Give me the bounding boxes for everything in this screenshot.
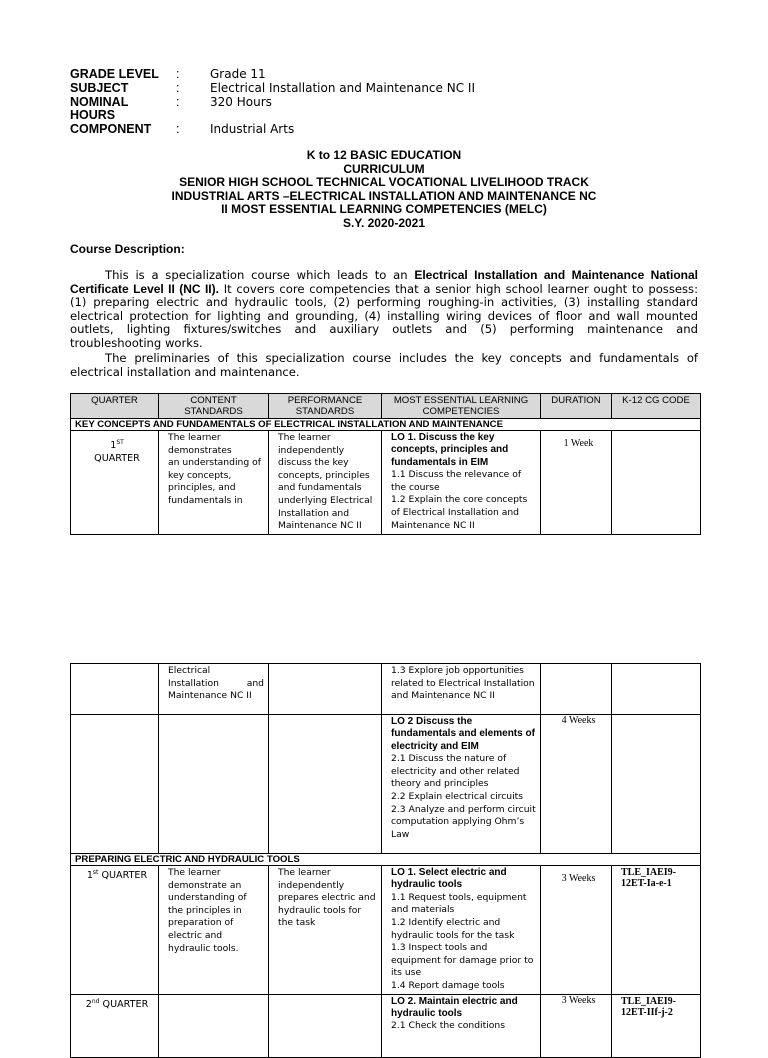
header-quarter: QUARTER	[71, 394, 159, 419]
competency-item: 2.2 Explain electrical circuits	[391, 791, 524, 802]
quarter-word: QUARTER	[101, 870, 148, 882]
title-line: SENIOR HIGH SCHOOL TECHNICAL VOCATIONAL LIVELIHOOD TRACK	[179, 175, 589, 190]
title-line: S.Y. 2020-2021	[342, 215, 426, 230]
duration-cell	[541, 664, 612, 715]
duration-cell: 3 Weeks	[541, 994, 612, 1057]
meta-colon: :	[176, 67, 180, 81]
table-row	[71, 866, 701, 995]
learning-outcome: LO 2 Discuss the fundamentals and elements of electricity and EIM	[391, 716, 535, 752]
competency-cell	[382, 431, 541, 535]
performance-standard-text: The learner independently	[278, 432, 345, 456]
title-line: II MOST ESSENTIAL LEARNING COMPETENCIES (MELC)	[221, 202, 547, 217]
competency-item: 2.3 Analyze and perform circuit computation applying Ohm’s Law	[391, 803, 536, 840]
header-content-standards: CONTENT STANDARDS	[159, 394, 269, 419]
table-row	[71, 994, 701, 1057]
section-heading: KEY CONCEPTS AND FUNDAMENTALS OF ELECTRICAL INSTALLATION AND MAINTENANCE	[71, 419, 701, 431]
learning-outcome: LO 1. Discuss the key concepts, principles and fundamentals in EIM	[391, 432, 509, 468]
section-heading: PREPARING ELECTRIC AND HYDRAULIC TOOLS	[71, 854, 701, 866]
meta-key: NOMINAL HOURS	[70, 94, 129, 123]
competency-item: 1.4 Report damage tools	[391, 979, 505, 991]
content-standard-cell	[159, 994, 269, 1057]
quarter-cell	[71, 994, 159, 1057]
competency-cell	[382, 715, 541, 854]
competency-table-part1	[70, 393, 701, 535]
learning-outcome: LO 2. Maintain electric and hydraulic tools	[391, 995, 518, 1019]
document-title	[150, 149, 618, 231]
cg-code-cell	[612, 715, 701, 854]
meta-row-nominal-hours	[70, 96, 475, 124]
para-text: It covers core competencies that a senior high school learner ought to possess: (1) preparing electric and hydraulic tools, (2) performing roughing-in activities, (3) installing standard electrical protection for lighting and grounding, (4) installing wiring devices of floor and wall mounted outlets, lighting fixtures/switches and auxiliary outlets and (5) performing maintenance and troubleshooting works.	[70, 281, 698, 350]
quarter-word: QUARTER	[102, 998, 149, 1010]
content-standard-text: an understanding of key concepts, principles, and fundamentals in	[168, 457, 261, 506]
performance-standard-cell	[269, 994, 382, 1057]
cg-code-cell: TLE_IAEI9-12ET-IIf-j-2	[612, 994, 701, 1057]
quarter-suffix: st	[92, 869, 99, 876]
quarter-suffix: nd	[91, 997, 100, 1005]
meta-value: Electrical Installation and Maintenance NC II	[210, 80, 475, 95]
header-performance-standards: PERFORMANCE STANDARDS	[269, 394, 382, 419]
meta-value: Grade 11	[210, 67, 266, 81]
cg-code-cell: TLE_IAEI9-12ET-Ia-e-1	[612, 866, 701, 995]
cg-code-cell	[612, 664, 701, 715]
content-standard-cell: Electrical Installation and Maintenance NC II	[159, 664, 269, 715]
section-row	[71, 419, 701, 431]
content-standard-cell	[159, 715, 269, 854]
performance-standard-cell	[269, 431, 382, 535]
preliminaries-paragraph: The preliminaries of this specialization course includes the key concepts and fundamentals of electrical installation and maintenance.	[70, 351, 698, 379]
competency-item: 1.3 Inspect tools and equipment for damage prior to its use	[391, 942, 534, 979]
header-competencies: MOST ESSENTIAL LEARNING COMPETENCIES	[382, 394, 541, 419]
para-text: This is a specialization course which leads to an	[105, 268, 415, 282]
meta-value: 320 Hours	[210, 94, 272, 109]
section-row	[71, 854, 701, 866]
competency-cell	[382, 664, 541, 715]
quarter-number: 1	[86, 870, 93, 882]
competency-item: 1.1 Request tools, equipment and materials	[391, 891, 527, 916]
duration-cell: 3 Weeks	[541, 866, 612, 995]
course-description-paragraph	[70, 269, 698, 351]
competency-cell	[382, 866, 541, 995]
table-row	[71, 715, 701, 854]
header-duration: DURATION	[541, 394, 612, 419]
quarter-number: 2	[85, 998, 92, 1010]
competency-item: 1.2 Identify electric and hydraulic tools for the task	[391, 917, 515, 941]
course-description-heading: Course Description:	[70, 242, 185, 256]
duration-cell: 4 Weeks	[541, 715, 612, 854]
meta-row-component	[70, 123, 475, 137]
table-row	[71, 431, 701, 535]
quarter-cell	[71, 715, 159, 854]
quarter-number: 1	[110, 440, 117, 452]
quarter-suffix: ST	[116, 439, 124, 446]
competency-item: 2.1 Discuss the nature of electricity and other related theory and principles	[391, 753, 520, 790]
competency-item: 1.3 Explore job opportunities related to Electrical Installation and Maintenance NC II	[391, 665, 535, 702]
meta-key: GRADE LEVEL	[70, 67, 159, 81]
title-line: CURRICULUM	[343, 161, 425, 176]
competency-item: 1.1 Discuss the relevance of the course	[391, 469, 522, 493]
title-line: K to 12 BASIC EDUCATION	[306, 148, 462, 162]
table-row	[71, 664, 701, 715]
meta-colon: :	[176, 94, 180, 109]
content-standard-text: The learner demonstrates	[168, 432, 232, 456]
content-standard-cell: The learner demonstrate an understanding of the principles in preparation of electric and hydraulic tools.	[159, 866, 269, 995]
performance-standard-cell: The learner independently prepares electric and hydraulic tools for the task	[269, 866, 382, 995]
performance-standard-cell	[269, 715, 382, 854]
competency-cell	[382, 994, 541, 1057]
content-standard-cell	[159, 431, 269, 535]
cg-code-cell	[612, 431, 701, 535]
meta-colon: :	[176, 122, 180, 137]
learning-outcome: LO 1. Select electric and hydraulic tools	[391, 867, 507, 891]
quarter-cell	[71, 866, 159, 995]
quarter-word: QUARTER	[94, 452, 140, 464]
meta-row-grade-level	[70, 68, 475, 82]
duration-cell: 1 Week	[541, 431, 612, 535]
competency-item: 2.1 Check the conditions	[391, 1020, 505, 1032]
quarter-cell	[71, 664, 159, 715]
para-bold-text: Electrical Installation and Maintenance National Certificate Level II (NC II).	[70, 268, 698, 296]
quarter-cell	[71, 431, 159, 535]
meta-key: SUBJECT	[70, 80, 129, 95]
table-header-row	[71, 394, 701, 419]
meta-key: COMPONENT	[70, 122, 152, 137]
meta-colon: :	[176, 80, 180, 95]
performance-standard-text: discuss the key concepts, principles and fundamentals underlying Electrical Installation and Maintenance NC II	[278, 457, 373, 532]
title-line: INDUSTRIAL ARTS –ELECTRICAL INSTALLATION AND MAINTENANCE NC	[171, 188, 597, 203]
competency-item: 1.2 Explain the core concepts of Electrical Installation and Maintenance NC II	[391, 494, 528, 531]
meta-row-subject	[70, 82, 475, 96]
competency-table-part2	[70, 663, 701, 1058]
meta-value: Industrial Arts	[210, 122, 295, 137]
performance-standard-cell	[269, 664, 382, 715]
course-metadata	[70, 68, 475, 137]
header-cg-code: K-12 CG CODE	[612, 394, 701, 419]
